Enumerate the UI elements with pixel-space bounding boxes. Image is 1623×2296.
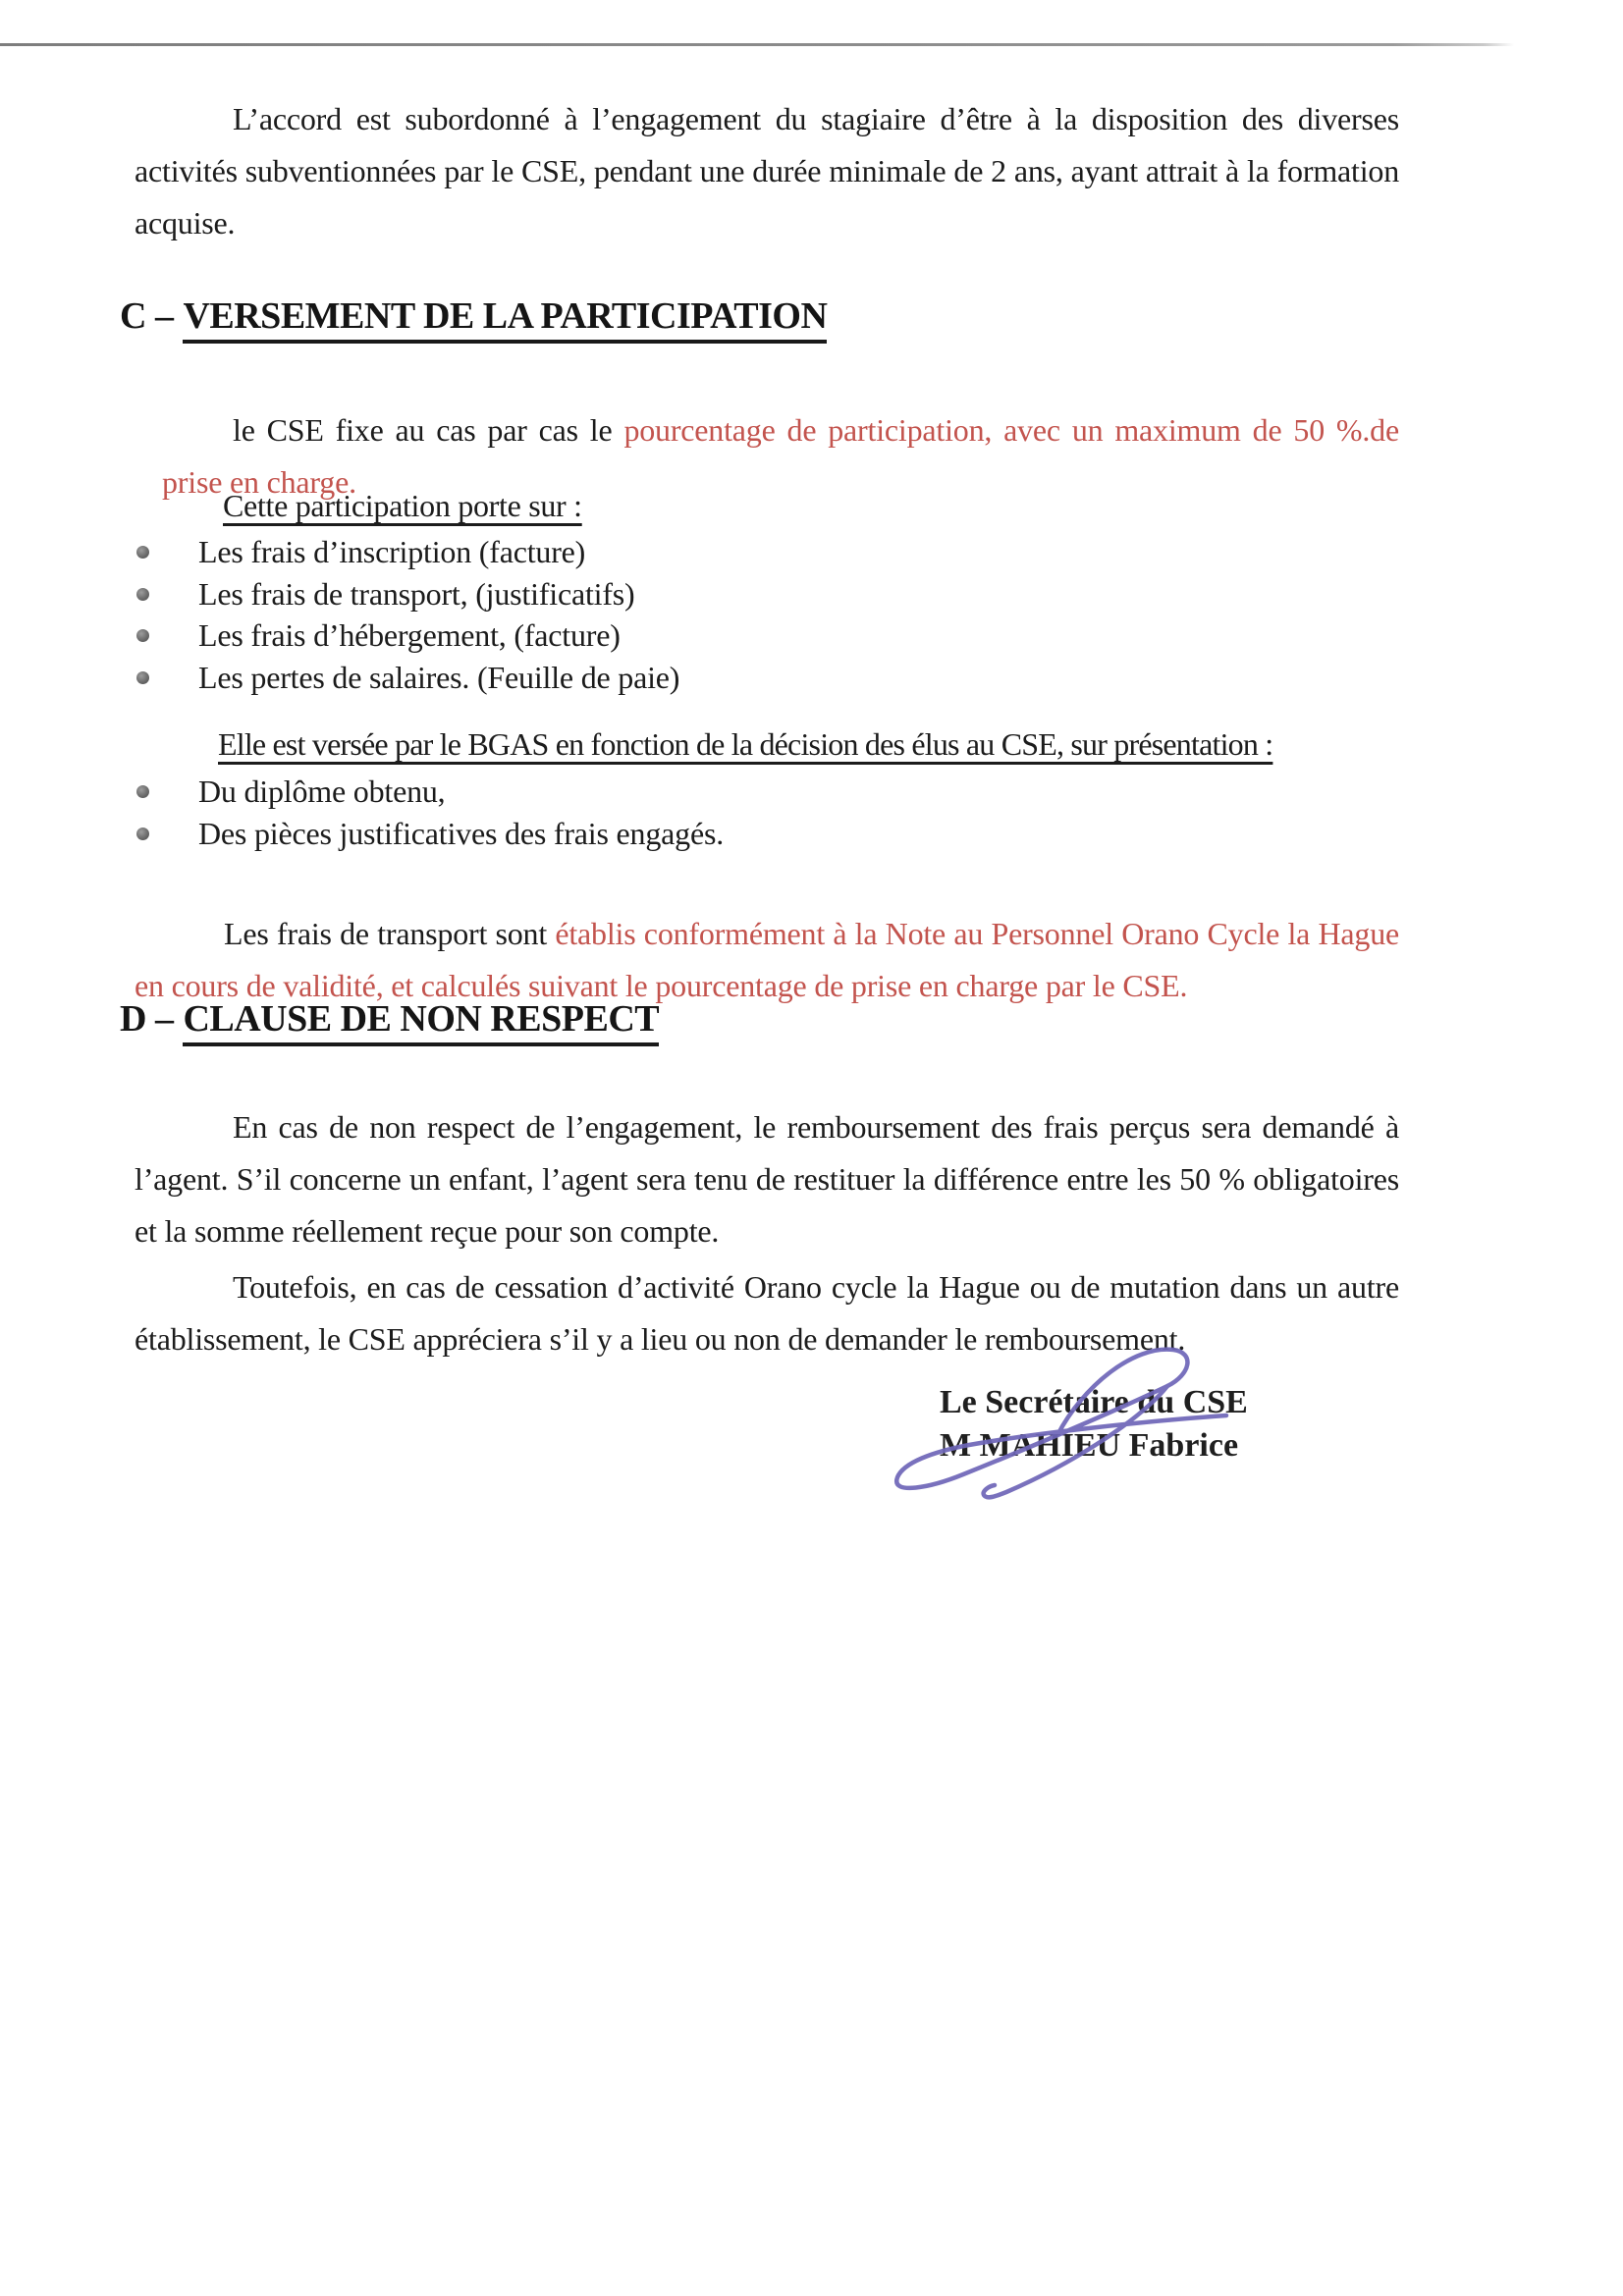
payment-list (136, 771, 724, 854)
list-item-text: Les frais d’hébergement, (facture) (198, 617, 621, 653)
list-item-text: Les frais d’inscription (facture) (198, 534, 586, 569)
bullet-icon (136, 546, 149, 559)
signature-name: M MAHIEU Fabrice (940, 1427, 1239, 1464)
section-c-heading (120, 294, 827, 338)
participation-rate-red-text: pourcentage de participation, avec un maximum de 50 %.de prise en charge. (162, 412, 1399, 500)
bullet-icon (136, 785, 149, 798)
list-item (136, 813, 724, 855)
transport-fees-black-text: Les frais de transport sont (224, 916, 556, 951)
section-d-label: D – (120, 998, 174, 1040)
list-item-text: Du diplôme obtenu, (198, 774, 446, 809)
list-item-text: Des pièces justificatives des frais engagés. (198, 815, 725, 851)
participation-list-intro: Cette participation porte sur : (223, 488, 582, 523)
section-c-title: VERSEMENT DE LA PARTICIPATION (183, 295, 827, 344)
non-respect-paragraph: En cas de non respect de l’engagement, le remboursement des frais perçus sera demandé à l’agent. S’il concerne un enfant, l’agent sera tenu de restituer la différence entre les 50 % obligatoires et la somme réellement reçue pour son compte. (135, 1109, 1399, 1249)
list-item-text: Les frais de transport, (justificatifs) (198, 575, 635, 612)
section-c-label: C – (120, 295, 174, 337)
list-item (136, 531, 679, 573)
top-horizontal-rule (0, 43, 1514, 46)
list-item (136, 771, 724, 813)
participation-rate-black-text: le CSE fixe au cas par cas le (233, 412, 624, 448)
payment-condition-intro: Elle est versée par le BGAS en fonction de la décision des élus au CSE, sur présentation : (218, 726, 1273, 762)
bullet-icon (136, 828, 149, 840)
bullet-icon (136, 671, 149, 684)
transport-fees-red-text: établis conformément à la Note au Personnel Orano Cycle la Hague en cours de validité, et calculés suivant le pourcentage de prise en charge par le CSE. (135, 916, 1399, 1003)
bullet-icon (136, 629, 149, 642)
list-item (136, 614, 679, 657)
list-item (136, 573, 679, 615)
section-d-title: CLAUSE DE NON RESPECT (183, 998, 659, 1046)
bullet-icon (136, 588, 149, 601)
list-item-text: Les pertes de salaires. (Feuille de paie) (198, 659, 680, 695)
signature-role: Le Secrétaire du CSE (940, 1384, 1248, 1420)
cessation-paragraph: Toutefois, en cas de cessation d’activité Orano cycle la Hague ou de mutation dans un autre établissement, le CSE appréciera s’il y a lieu ou non de demander le remboursement. (135, 1269, 1399, 1357)
intro-paragraph: L’accord est subordonné à l’engagement du stagiaire d’être à la disposition des diverses activités subventionnées par le CSE, pendant une durée minimale de 2 ans, ayant attrait à la formation acquise. (135, 101, 1399, 240)
section-d-heading (120, 997, 659, 1041)
participation-list (136, 531, 679, 698)
list-item (136, 657, 679, 699)
